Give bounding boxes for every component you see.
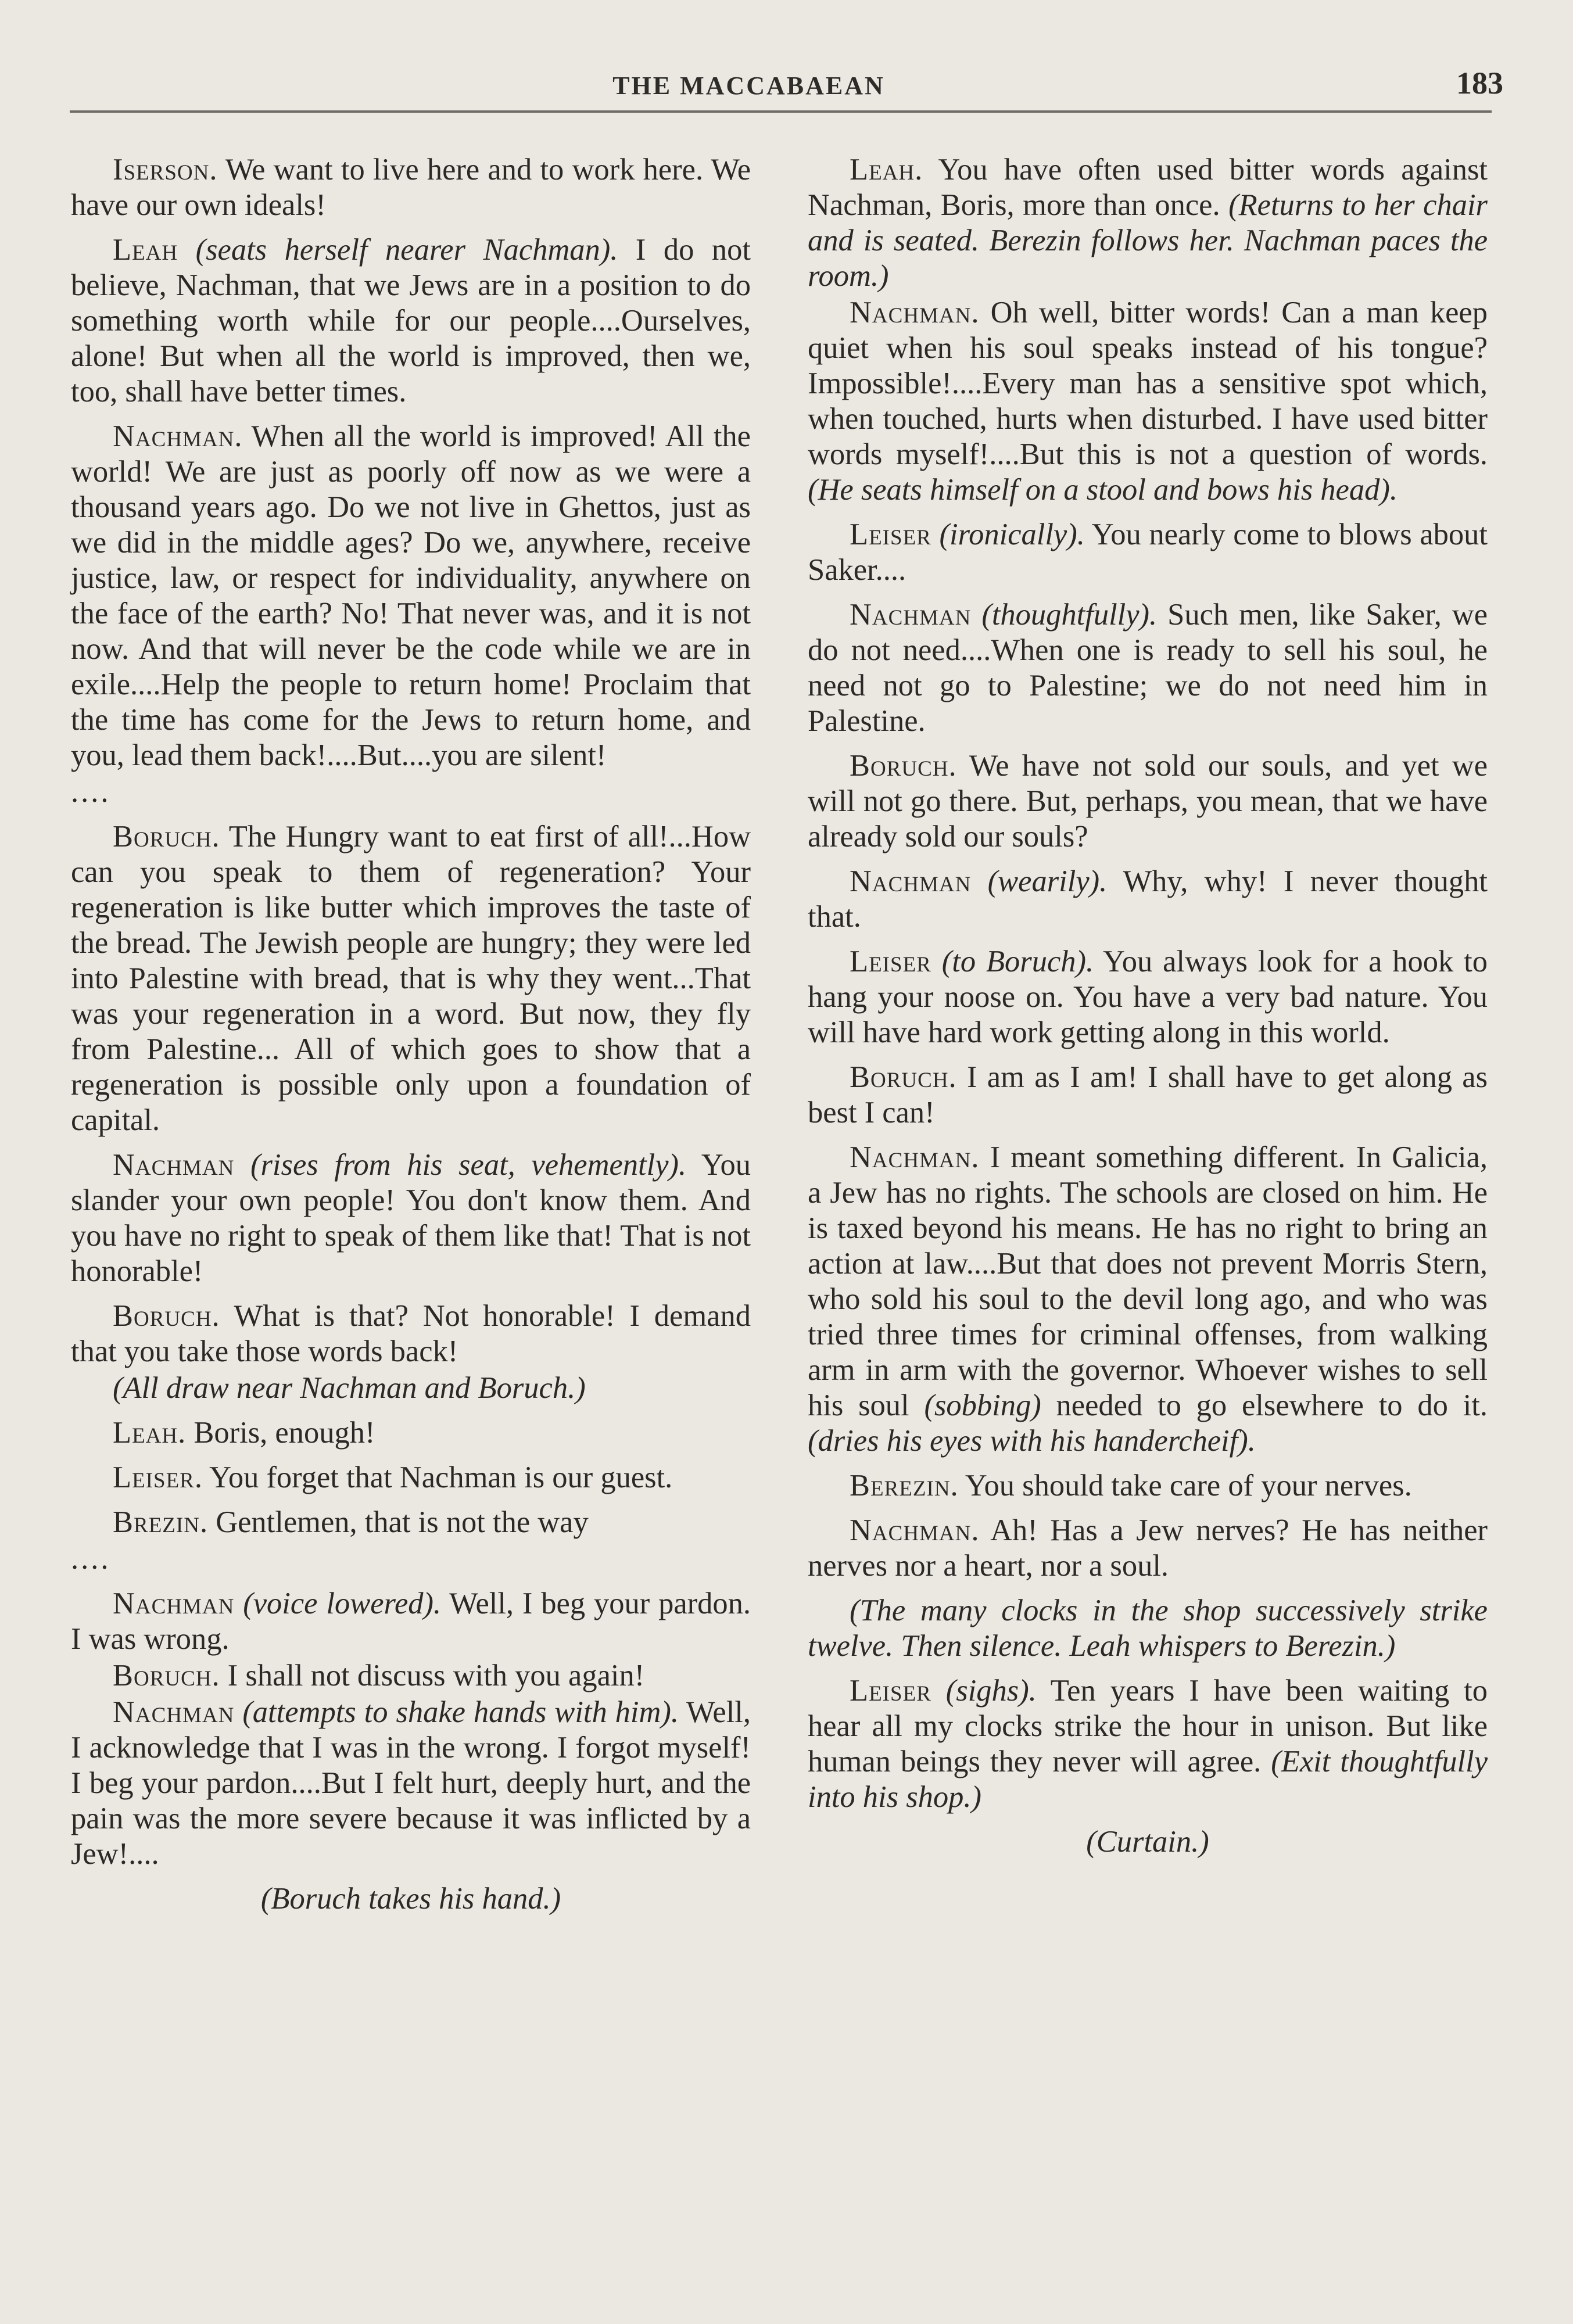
dialogue-text: I meant something different. In Galicia, a Jew has no rights. The schools are closed on him. He is taxed beyond his means. He has no right to bring an action at law....But that does not prevent Morris Stern, who sold his soul to the devil long ago, and who was tried three times for criminal offenses, from walking arm in arm with the governor. Whoever wishes to sell his soul xyxy=(808,1141,1488,1422)
speaker-name: Boruch. xyxy=(113,1299,220,1333)
stage-direction: (dries his eyes with his handercheif). xyxy=(808,1424,1256,1458)
ellipsis-line: .... xyxy=(71,775,111,809)
right-column xyxy=(808,152,1488,1869)
speaker-name: Leiser xyxy=(850,1674,931,1708)
dialogue-paragraph xyxy=(71,232,751,410)
stage-direction: (ironically). xyxy=(931,518,1085,551)
dialogue-text: We have not sold our souls, and yet we will not go there. But, perhaps, you mean, that we have already sold our souls? xyxy=(808,749,1488,853)
dialogue-text: When all the world is improved! All the world! We are just as poorly off now as we were a thousand years ago. Do we not live in Ghettos, just as we did in the middle ages? Do we, anywhere, receive justice, law, or respect for individuality, anywhere on the face of the earth? No! That never was, and it is not now. And that will never be the code while we are in exile....Help the people to return home! Proclaim that the time has come for the Jews to return home, and you, lead them back!....But....you are silent! xyxy=(71,419,751,772)
dialogue-paragraph xyxy=(71,819,751,1138)
dialogue-text: Well, I acknowledge that I was in the wrong. I forgot myself! I beg your pardon....But I felt hurt, deeply hurt, and the pain was the more severe because it was inflicted by a Jew!.... xyxy=(71,1695,751,1871)
speaker-name: Leah. xyxy=(113,1416,187,1450)
speaker-name: Nachman. xyxy=(850,1514,980,1547)
dialogue-text: Oh well, bitter words! Can a man keep quiet when his soul speaks instead of his tongue? Impossible!....Every man has a sensitive spot which, when touched, hurts when disturbed. I have used bitter words myself!....But this is not a question of words. xyxy=(808,296,1488,471)
dialogue-paragraph xyxy=(71,1460,751,1495)
dialogue-text: You should take care of your nerves. xyxy=(958,1469,1412,1502)
stage-direction: (to Boruch). xyxy=(931,945,1094,978)
stage-direction: (Exit thoughtfully into his shop.) xyxy=(808,1745,1488,1814)
journal-title: THE MACCABAEAN xyxy=(612,71,885,100)
stage-direction: (sobbing) xyxy=(924,1389,1041,1422)
dialogue-paragraph xyxy=(808,597,1488,739)
left-column xyxy=(71,152,751,1926)
dialogue-text: You nearly come to blows about Saker.... xyxy=(808,518,1488,587)
dialogue-paragraph xyxy=(71,419,751,773)
speaker-name: Nachman. xyxy=(850,1141,980,1174)
dialogue-text: needed to go elsewhere to do it. xyxy=(1041,1389,1488,1422)
dialogue-text: The Hungry want to eat first of all!...How can you speak to them of regeneration? Your regeneration is like butter which improves the taste of the bread. The Jewish people are hungry; they were led into Palestine with bread, that is why they went...That was your regeneration in a word. But now, they fly from Palestine... All of which goes to show that a regeneration is possible only upon a foundation of capital. xyxy=(71,820,751,1137)
stage-direction: (voice lowered). xyxy=(234,1587,442,1620)
dialogue-paragraph xyxy=(808,1513,1488,1584)
speaker-name: Nachman. xyxy=(113,419,243,453)
dialogue-paragraph xyxy=(71,1695,751,1872)
dialogue-paragraph xyxy=(808,517,1488,588)
stage-direction-line: (The many clocks in the shop successively strike twelve. Then silence. Leah whispers to Berezin.) xyxy=(808,1594,1488,1663)
dialogue-paragraph xyxy=(808,748,1488,855)
dialogue-text: You have often used bitter words against Nachman, Boris, more than once. xyxy=(808,153,1488,222)
speaker-name: Leiser xyxy=(850,518,931,551)
speaker-name: Leah xyxy=(113,233,178,267)
dialogue-paragraph xyxy=(808,1060,1488,1131)
stage-direction: (thoughtfully). xyxy=(971,598,1158,632)
dialogue-paragraph xyxy=(71,1505,751,1540)
dialogue-text: Gentlemen, that is not the way xyxy=(208,1505,589,1539)
header-rule xyxy=(70,110,1492,113)
speaker-name: Boruch. xyxy=(850,1060,957,1094)
dialogue-paragraph xyxy=(808,1673,1488,1815)
dialogue-paragraph xyxy=(71,1586,751,1657)
speaker-name: Brezin. xyxy=(113,1505,209,1539)
dialogue-paragraph xyxy=(808,152,1488,294)
dialogue-text: I am as I am! I shall have to get along as best I can! xyxy=(808,1060,1488,1129)
ellipsis-line: .... xyxy=(71,1542,111,1576)
stage-direction: (rises from his seat, vehemently). xyxy=(234,1148,687,1182)
dialogue-text: I shall not discuss with you again! xyxy=(220,1659,645,1692)
dialogue-text: I do not believe, Nachman, that we Jews are in a position to do something worth while for our people....Ourselves, alone! But when all the world is improved, then we, too, shall have better times. xyxy=(71,233,751,408)
curtain-direction: (Curtain.) xyxy=(1086,1825,1209,1859)
speaker-name: Nachman xyxy=(113,1148,235,1182)
stage-direction: (He seats himself on a stool and bows his head). xyxy=(808,473,1398,507)
stage-direction: (seats herself nearer Nachman). xyxy=(178,233,618,267)
running-header xyxy=(70,64,1503,110)
speaker-name: Nachman xyxy=(850,598,972,632)
speaker-name: Nachman xyxy=(113,1587,235,1620)
dialogue-text: We want to live here and to work here. We have our own ideals! xyxy=(71,153,751,222)
dialogue-text: You forget that Nachman is our guest. xyxy=(202,1461,673,1494)
speaker-name: Leiser. xyxy=(113,1461,203,1494)
dialogue-text: Well, I beg your pardon. I was wrong. xyxy=(71,1587,751,1656)
dialogue-paragraph xyxy=(71,1299,751,1369)
stage-direction-line: (All draw near Nachman and Boruch.) xyxy=(113,1371,586,1405)
page-number: 183 xyxy=(1456,66,1503,101)
dialogue-paragraph xyxy=(808,295,1488,508)
dialogue-text: Ah! Has a Jew nerves? He has neither nerves nor a heart, nor a soul. xyxy=(808,1514,1488,1583)
speaker-name: Boruch. xyxy=(113,820,220,853)
speaker-name: Iserson. xyxy=(113,153,218,187)
speaker-name: Boruch. xyxy=(113,1659,220,1692)
speaker-name: Nachman xyxy=(113,1695,235,1729)
speaker-name: Boruch. xyxy=(850,749,957,783)
speaker-name: Leiser xyxy=(850,945,931,978)
dialogue-text: Such men, like Saker, we do not need....When one is ready to sell his soul, he need not go to Palestine; we do not need him in Palestine. xyxy=(808,598,1488,738)
speaker-name: Nachman. xyxy=(850,296,980,329)
speaker-name: Berezin. xyxy=(850,1469,959,1502)
dialogue-paragraph xyxy=(808,944,1488,1050)
dialogue-paragraph xyxy=(808,1468,1488,1504)
speaker-name: Leah. xyxy=(850,153,923,187)
dialogue-paragraph xyxy=(808,1140,1488,1459)
dialogue-text: Why, why! I never thought that. xyxy=(808,865,1488,934)
dialogue-paragraph xyxy=(71,1658,751,1694)
dialogue-text: Boris, enough! xyxy=(186,1416,375,1450)
dialogue-text: Ten years I have been waiting to hear all my clocks strike the hour in unison. But like human beings they never will agree. xyxy=(808,1674,1488,1778)
stage-direction: (attempts to shake hands with him). xyxy=(234,1695,679,1729)
dialogue-paragraph xyxy=(71,152,751,223)
speaker-name: Nachman xyxy=(850,865,972,898)
stage-direction: (Returns to her chair and is seated. Berezin follows her. Nachman paces the room.) xyxy=(808,188,1488,293)
dialogue-paragraph xyxy=(71,1415,751,1451)
dialogue-paragraph xyxy=(808,864,1488,935)
dialogue-text: You slander your own people! You don't know them. And you have no right to speak of them like that! That is not honorable! xyxy=(71,1148,751,1288)
stage-direction-line: (Boruch takes his hand.) xyxy=(260,1882,561,1916)
dialogue-text: What is that? Not honorable! I demand that you take those words back! xyxy=(71,1299,751,1368)
dialogue-paragraph xyxy=(71,1147,751,1289)
stage-direction: (wearily). xyxy=(971,865,1108,898)
dialogue-text: You always look for a hook to hang your noose on. You have a very bad nature. You will have hard work getting along in this world. xyxy=(808,945,1488,1049)
stage-direction: (sighs). xyxy=(931,1674,1037,1708)
